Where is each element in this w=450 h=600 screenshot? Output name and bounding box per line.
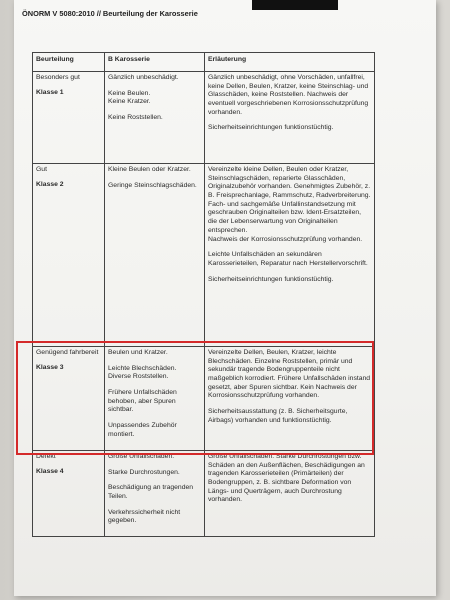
spacer — [208, 244, 371, 251]
header-explanation: Erläuterung — [205, 53, 375, 72]
body-text: Große Unfallschäden. — [108, 453, 175, 460]
explanation-cell — [205, 72, 375, 164]
body-text: Leichte Blechschäden. Diverse Roststellen. — [108, 364, 177, 381]
spacer — [108, 415, 201, 422]
class-label: Klasse 2 — [36, 180, 64, 188]
body-cell — [105, 451, 205, 537]
explanation-text: Große Unfallschäden. Starke Durchrostungen bzw. Schäden an den Außenflächen, Beschädigungen an tragenden Karosserieteilen (Primärteilen) der Bodengruppen, z. B. sichtbare Deformation von Längs- und Querträgern, auch Durchrostung vorhanden. — [208, 453, 365, 504]
spacer — [208, 117, 371, 124]
body-text: Verkehrssicherheit nicht gegeben. — [108, 508, 181, 525]
rating-label: Gut — [36, 166, 47, 173]
rating-label: Defekt — [36, 453, 56, 460]
explanation-text: Gänzlich unbeschädigt, ohne Vorschäden, unfallfrei, keine Dellen, Beulen, Kratzer, keine Steinschlag- und Glasschäden, keine Roststellen. Nachweis der eventuell vorgeschriebenen Korrosionsschutzprüfung vorhanden. — [208, 74, 369, 116]
body-text: Unpassendes Zubehör montiert. — [108, 422, 177, 438]
class-label: Klasse 4 — [36, 467, 64, 475]
body-text: Beschädigung an tragenden Teilen. — [108, 484, 194, 501]
table-row — [33, 164, 375, 347]
spacer — [108, 358, 201, 365]
black-tape — [252, 0, 338, 10]
spacer — [208, 269, 371, 276]
spacer — [108, 502, 201, 509]
explanation-text: Vereinzelte Dellen, Beulen, Kratzer, leichte Blechschäden. Einzelne Roststellen, primär und sekundär tragende Bodengruppenteile nicht maßgeblich korrodiert. Frühere Unfallschäden instand gesetzt, aber Spuren sichtbar. Kein Nachweis der Korrosionsschutzprüfung vorhanden. — [208, 349, 371, 400]
header-rating: Beurteilung — [33, 53, 105, 72]
rating-label: Besonders gut — [36, 74, 80, 81]
body-text: Starke Durchrostungen. — [108, 468, 180, 476]
class-label: Klasse 1 — [36, 88, 64, 96]
body-text: Geringe Steinschlagschäden. — [108, 181, 197, 189]
spacer — [108, 83, 201, 90]
table-row — [33, 347, 375, 451]
rating-cell — [33, 72, 105, 164]
explanation-text: Sicherheitsausstattung (z. B. Sicherheitsgurte, Airbags) vorhanden und funktionstüchtig. — [208, 408, 348, 424]
body-text: Frühere Unfallschäden behoben, aber Spuren sichtbar. — [108, 389, 177, 414]
explanation-text: Vereinzelte kleine Dellen, Beulen oder Kratzer, Steinschlagschäden, reparierte Glasschäden, Originalzubehör vorhanden. Genehmigtes Zubehör, z. B. Freisprechanlage, Rammschutz, Radverbreiterung. Fach- und sachgemäße Unfallinstandsetzung mit geschrauben Originalteilen bzw. Ident-Ersatzteilen, die der Lebenserwartung von Originalteilen entsprechen. Nachweis der Korrosionsschutzprüfung vorhanden. — [208, 166, 371, 243]
rating-cell — [33, 347, 105, 451]
spacer — [208, 401, 371, 408]
body-text: Gänzlich unbeschädigt. — [108, 74, 179, 81]
explanation-text: Leichte Unfallschäden an sekundären Karosserieteilen, Reparatur nach Herstellervorschrift. — [208, 251, 368, 267]
header-body: B Karosserie — [105, 53, 205, 72]
body-text: Keine Roststellen. — [108, 114, 163, 122]
document-title: ÖNORM V 5080:2010 // Beurteilung der Karosserie — [22, 9, 198, 18]
spacer — [108, 382, 201, 389]
body-text: Beulen und Kratzer. — [108, 349, 168, 356]
rating-cell — [33, 451, 105, 537]
rating-cell — [33, 164, 105, 347]
explanation-cell — [205, 347, 375, 451]
assessment-table — [32, 52, 374, 535]
table-row — [33, 451, 375, 537]
explanation-text: Sicherheitseinrichtungen funktionstüchtig. — [208, 124, 334, 132]
class-label: Klasse 3 — [36, 363, 64, 371]
explanation-cell — [205, 451, 375, 537]
body-text: Keine Beulen. Keine Kratzer. — [108, 89, 151, 106]
body-cell — [105, 164, 205, 347]
spacer — [108, 107, 201, 114]
rating-label: Genügend fahrbereit — [36, 349, 99, 356]
explanation-cell — [205, 164, 375, 347]
spacer — [108, 462, 201, 469]
explanation-text: Sicherheitseinrichtungen funktionstüchtig. — [208, 275, 334, 283]
spacer — [108, 477, 201, 484]
body-cell — [105, 72, 205, 164]
body-text: Kleine Beulen oder Kratzer. — [108, 166, 191, 173]
body-cell — [105, 347, 205, 451]
spacer — [108, 175, 201, 182]
table-row — [33, 72, 375, 164]
